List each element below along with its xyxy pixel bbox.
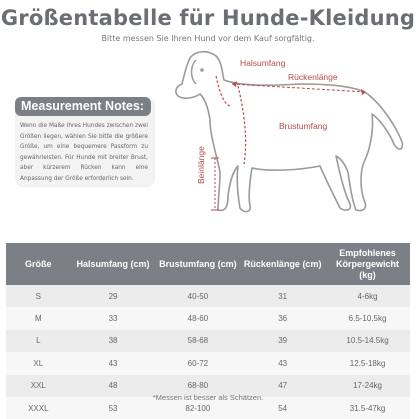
cell-chest: 40-50: [155, 285, 240, 307]
notes-heading: Measurement Notes:: [15, 97, 151, 116]
page-title: Größentabelle für Hunde-Kleidung: [0, 6, 416, 30]
cell-back: 36: [240, 307, 325, 329]
label-beinlaenge: Beinlänge: [196, 146, 206, 184]
header-weight: Empfohlenes Körpergewicht (kg): [325, 243, 410, 285]
cell-chest: 48-60: [155, 307, 240, 329]
cell-weight: 31.5-47kg: [325, 397, 410, 419]
cell-chest: 58-68: [155, 330, 240, 352]
table-row: [6, 330, 410, 352]
table-row: [6, 352, 410, 374]
cell-chest: 68-80: [155, 375, 240, 397]
cell-neck: 38: [71, 330, 156, 352]
header-chest: Brustumfang (cm): [155, 243, 240, 285]
cell-neck: 33: [71, 307, 156, 329]
cell-size: XXL: [6, 375, 71, 397]
cell-neck: 48: [71, 375, 156, 397]
cell-size: XL: [6, 352, 71, 374]
back-length-arrow-right: [361, 89, 366, 95]
header-back: Rückenlänge (cm): [240, 243, 325, 285]
page-subtitle: Bitte messen Sie Ihren Hund vor dem Kauf sorgfältig.: [101, 34, 315, 43]
cell-weight: 12.5-18kg: [325, 352, 410, 374]
header-size: Größe: [6, 243, 71, 285]
chest-measure-line: [238, 86, 246, 164]
cell-size: M: [6, 307, 71, 329]
cell-back: 47: [240, 375, 325, 397]
cell-chest: 60-72: [155, 352, 240, 374]
cell-size: XXXL: [6, 397, 71, 419]
label-halsumfang: Halsumfang: [240, 58, 286, 68]
footnote: *Messen ist besser als Schätzen.: [152, 393, 264, 402]
table-header-row: [6, 243, 410, 285]
cell-chest: 82-100: [155, 397, 240, 419]
back-length-line: [232, 84, 366, 92]
cell-weight: 6.5-10.5kg: [325, 307, 410, 329]
table-row: [6, 285, 410, 307]
cell-neck: 29: [71, 285, 156, 307]
header-neck: Halsumfang (cm): [71, 243, 156, 285]
cell-back: 54: [240, 397, 325, 419]
dog-ear: [192, 60, 197, 84]
cell-back: 43: [240, 352, 325, 374]
cell-size: S: [6, 285, 71, 307]
label-rueckenlaenge: Rückenlänge: [288, 72, 338, 82]
table-row: [6, 307, 410, 329]
cell-neck: 53: [71, 397, 156, 419]
label-brustumfang: Brustumfang: [279, 121, 328, 131]
cell-weight: 10.5-14.5kg: [325, 330, 410, 352]
cell-size: L: [6, 330, 71, 352]
cell-back: 31: [240, 285, 325, 307]
dog-eye: [200, 68, 204, 72]
cell-neck: 43: [71, 352, 156, 374]
cell-back: 39: [240, 330, 325, 352]
dog-measurement-diagram: [160, 40, 416, 240]
cell-weight: 4-6kg: [325, 285, 410, 307]
cell-weight: 17-24kg: [325, 375, 410, 397]
notes-text: Wenn die Maße Ihres Hundes zwischen zwei Größen liegen, wählen Sie bitte die größere Größe, um eine bequemere Passform zu gewährleisten. Für Hunde mit breiter Brust, aber kürzerem Rücken kann eine Anpassung der Größe erforderlich sein.: [20, 123, 148, 182]
